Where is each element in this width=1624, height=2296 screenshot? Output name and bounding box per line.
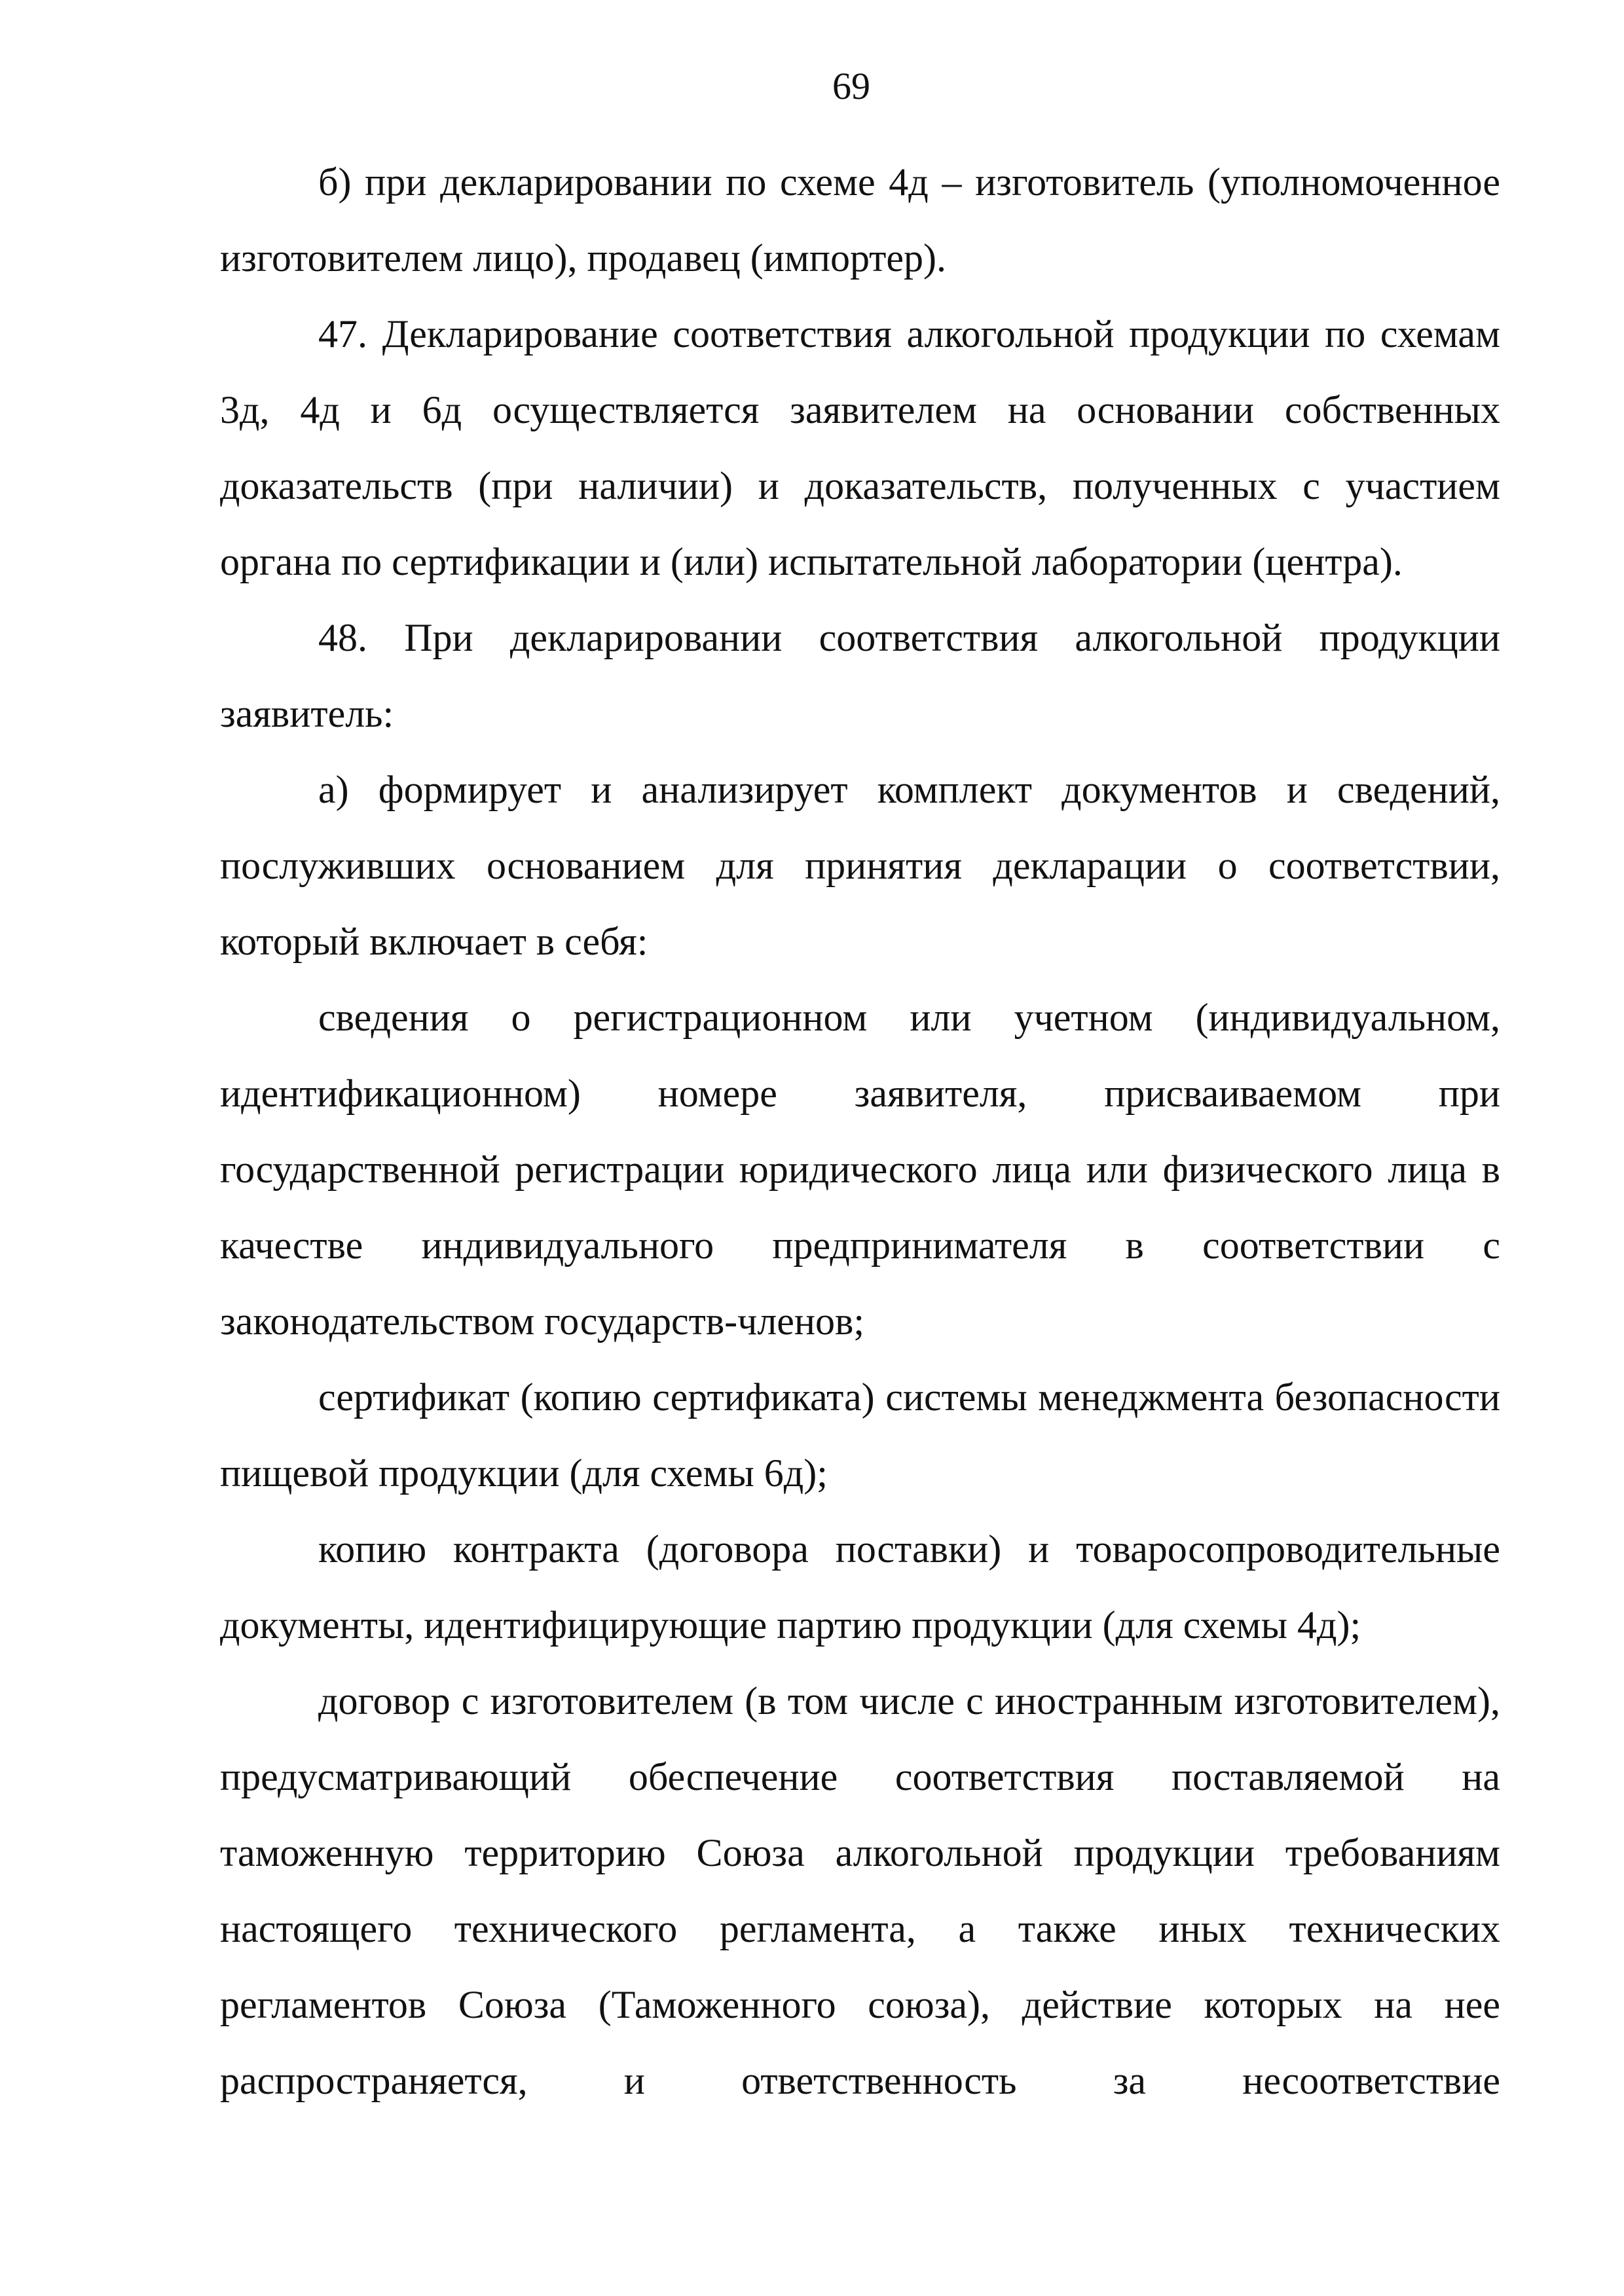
paragraph-48: 48. При декларировании соответствия алкогольной продукции заявитель: [220,616,1500,735]
paragraph-b-scheme-4d: б) при декларировании по схеме 4д – изготовитель (уполномоченное изготовителем лицо), продавец (импортер). [220,160,1500,280]
page-number: 69 [832,65,870,107]
paragraph-manufacturer-agreement: договор с изготовителем (в том числе с иностранным изготовителем), предусматривающий обеспечение соответствия поставляемой на таможенную территорию Союза алкогольной продукции требованиям настоящего технического регламента, а также иных технических регламентов Союза (Таможенного союза), действие которых на нее распространяется, и ответственность за несоответствие [220,1679,1500,2102]
document-body [220,144,1500,2119]
paragraph-47: 47. Декларирование соответствия алкогольной продукции по схемам 3д, 4д и 6д осуществляется заявителем на основании собственных доказательств (при наличии) и доказательств, полученных с участием органа по сертификации и (или) испытательной лаборатории (центра). [220,312,1500,583]
paragraph-certificate: сертификат (копию сертификата) системы менеджмента безопасности пищевой продукции (для схемы 6д); [220,1376,1500,1495]
paragraph-registration-info: сведения о регистрационном или учетном (индивидуальном, идентификационном) номере заявителя, присваиваемом при государственной регистрации юридического лица или физического лица в качестве индивидуального предпринимателя в соответствии с законодательством государств-членов; [220,996,1500,1343]
paragraph-48-a: а) формирует и анализирует комплект документов и сведений, послуживших основанием для принятия декларации о соответствии, который включает в себя: [220,768,1500,963]
paragraph-contract-copy: копию контракта (договора поставки) и товаросопроводительные документы, идентифицирующие партию продукции (для схемы 4д); [220,1527,1500,1647]
